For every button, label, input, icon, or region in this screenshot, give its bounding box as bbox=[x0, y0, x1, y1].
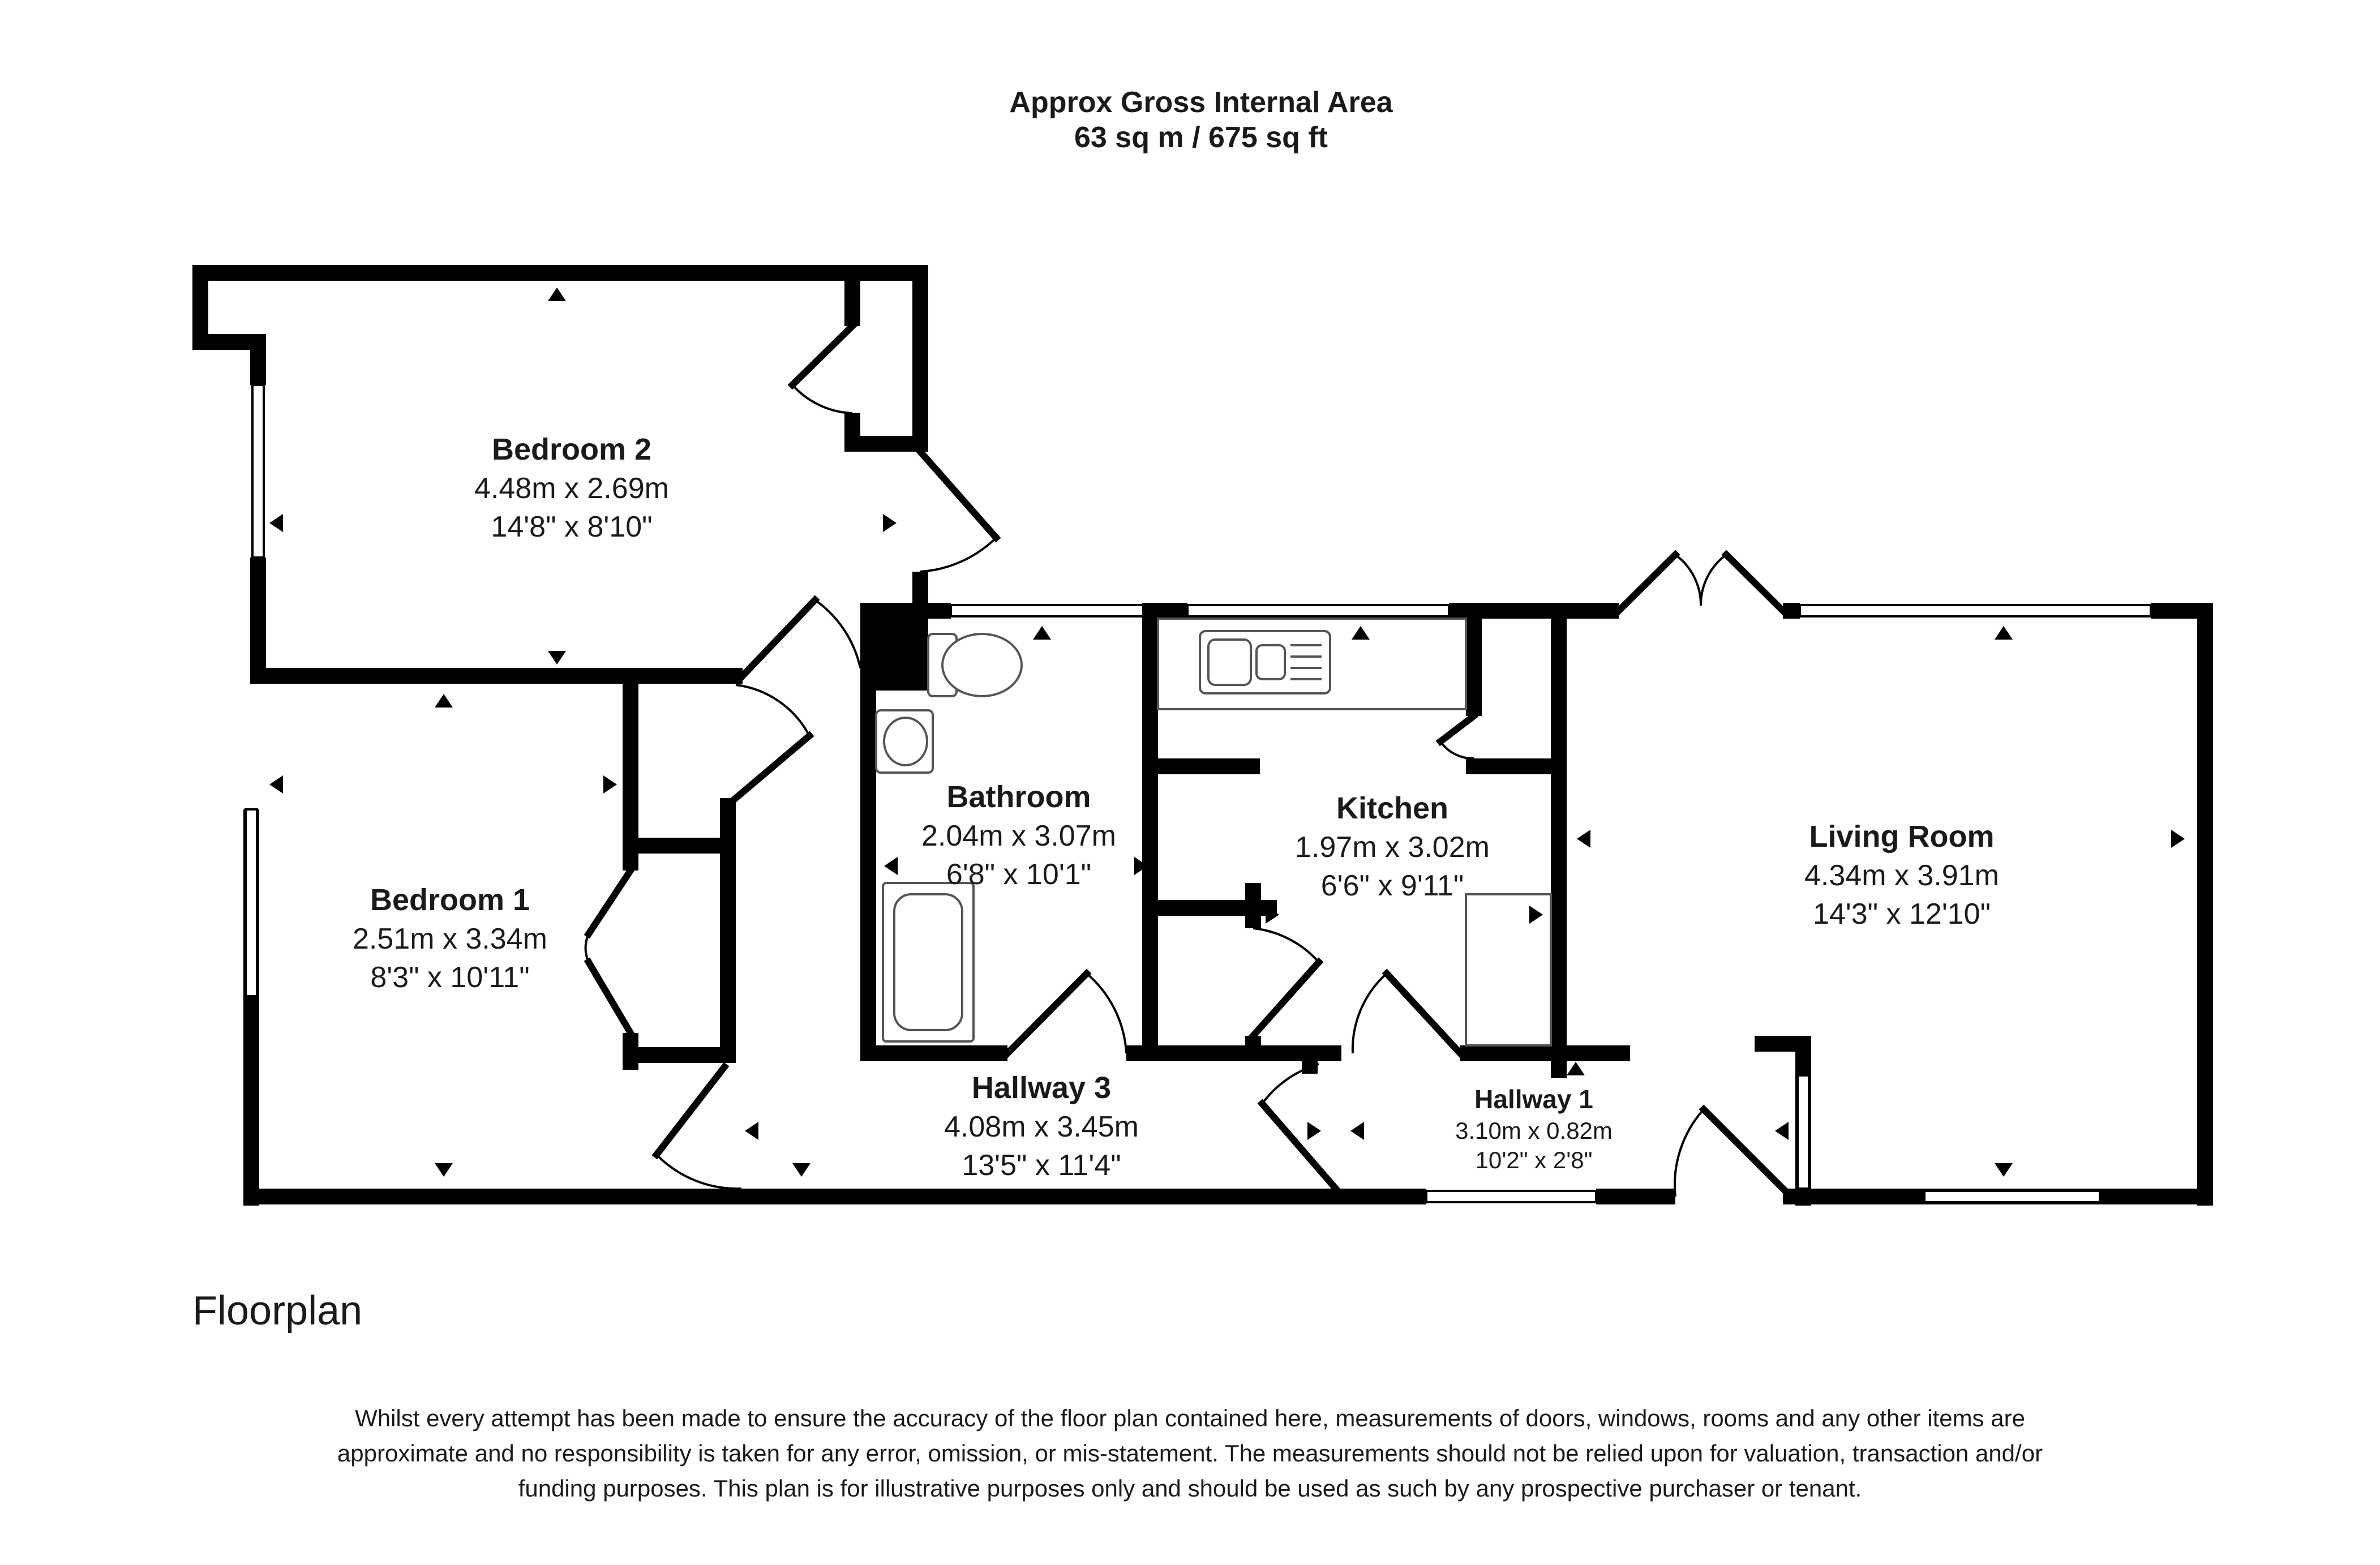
disclaimer-text: Whilst every attempt has been made to ensure the accuracy of the floor plan contained here, measurements of doors, windows, rooms and any other items are approximate and no responsibility is taken for any error, omission, or mis-statement. The measurements should not be relied upon for valuation, transaction and/or funding purposes. This plan is for illustrative purposes only and should be used as such by any prospective purchaser or tenant. bbox=[337, 1405, 2043, 1502]
window-living-top bbox=[1800, 605, 2151, 616]
bath-icon bbox=[883, 883, 974, 1041]
hallway3-name: Hallway 3 bbox=[971, 1071, 1112, 1105]
windows bbox=[246, 385, 2151, 1202]
walls bbox=[192, 265, 2213, 1206]
basin-icon bbox=[876, 710, 933, 773]
kitchen-metric: 1.97m x 3.02m bbox=[1295, 831, 1490, 864]
bedroom1-imperial: 8'3" x 10'11" bbox=[370, 961, 530, 994]
kitchen-name: Kitchen bbox=[1336, 791, 1449, 825]
window-hallway1 bbox=[1426, 1191, 1596, 1202]
bedroom2-metric: 4.48m x 2.69m bbox=[474, 472, 669, 505]
room-label-bathroom bbox=[921, 780, 1116, 891]
window-bedroom2 bbox=[252, 385, 264, 558]
dimension-arrows bbox=[269, 288, 2185, 1177]
window-bathroom bbox=[951, 605, 1143, 616]
bedroom1-metric: 2.51m x 3.34m bbox=[353, 923, 547, 955]
bathroom-imperial: 6'8" x 10'1" bbox=[946, 858, 1092, 891]
bedroom2-imperial: 14'8" x 8'10" bbox=[491, 511, 653, 543]
bedroom1-name: Bedroom 1 bbox=[370, 883, 530, 917]
toilet-icon bbox=[928, 634, 1022, 696]
hallway1-name: Hallway 1 bbox=[1474, 1084, 1593, 1114]
room-label-bedroom2 bbox=[474, 432, 669, 543]
area-value: 63 sq m / 675 sq ft bbox=[1074, 121, 1328, 154]
bedroom2-name: Bedroom 2 bbox=[491, 432, 652, 466]
room-label-kitchen bbox=[1295, 791, 1490, 902]
room-label-hallway3 bbox=[944, 1071, 1139, 1182]
hallway3-imperial: 13'5" x 11'4" bbox=[962, 1149, 1121, 1182]
living-room-name: Living Room bbox=[1809, 820, 1995, 854]
floor-label: Floorplan bbox=[192, 1288, 363, 1334]
hallway1-imperial: 10'2" x 2'8" bbox=[1475, 1147, 1593, 1173]
bathroom-metric: 2.04m x 3.07m bbox=[921, 820, 1116, 852]
window-living-side bbox=[1798, 1075, 1809, 1189]
window-bedroom1 bbox=[246, 809, 257, 996]
living-room-metric: 4.34m x 3.91m bbox=[1804, 859, 1999, 892]
hallway1-metric: 3.10m x 0.82m bbox=[1455, 1117, 1613, 1144]
living-room-imperial: 14'3" x 12'10" bbox=[1812, 898, 1991, 931]
room-label-living-room bbox=[1804, 820, 1999, 931]
area-title: Approx Gross Internal Area bbox=[1009, 86, 1393, 119]
kitchen-imperial: 6'6" x 9'11" bbox=[1320, 869, 1464, 902]
hallway3-metric: 4.08m x 3.45m bbox=[944, 1110, 1139, 1143]
window-kitchen bbox=[1187, 605, 1449, 616]
room-label-bedroom1 bbox=[353, 883, 547, 994]
window-living-bottom bbox=[1924, 1191, 2100, 1202]
bathroom-name: Bathroom bbox=[946, 780, 1091, 814]
room-label-hallway1 bbox=[1455, 1084, 1613, 1173]
